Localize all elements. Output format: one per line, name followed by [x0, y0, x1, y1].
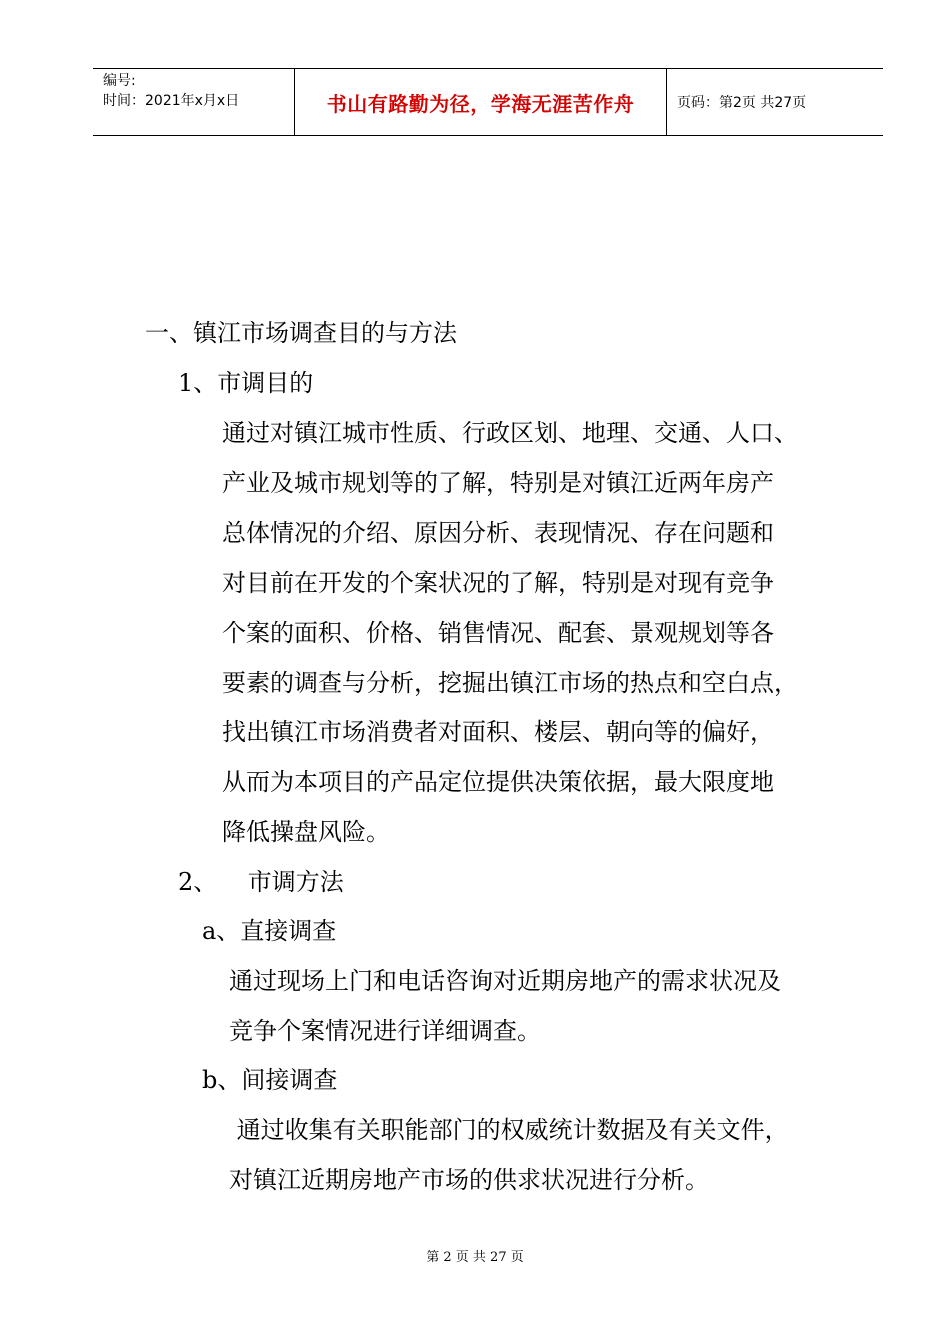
item1-heading: 1、市调目的: [178, 369, 314, 397]
item1-line: 产业及城市规划等的了解，特别是对镇江近两年房产: [222, 469, 774, 497]
document-header: [93, 68, 883, 136]
sub-a-line: 通过现场上门和电话咨询对近期房地产的需求状况及: [229, 967, 781, 995]
sub-b-line: 通过收集有关职能部门的权威统计数据及有关文件，: [229, 1116, 789, 1144]
item1-line: 从而为本项目的产品定位提供决策依据，最大限度地: [222, 768, 774, 796]
sub-b-line: 对镇江近期房地产市场的供求状况进行分析。: [229, 1166, 709, 1194]
header-meta: [93, 69, 295, 135]
number-label: 编号:: [103, 73, 136, 89]
item1-line: 总体情况的介绍、原因分析、表现情况、存在问题和: [222, 519, 774, 547]
header-page-info: 页码：第2页 共27页: [677, 95, 807, 111]
item1-line: 要素的调查与分析，挖掘出镇江市场的热点和空白点，: [222, 669, 798, 697]
header-motto-cell: [295, 69, 667, 135]
item1-line: 找出镇江市场消费者对面积、楼层、朝向等的偏好，: [222, 718, 774, 746]
section-heading: 一、镇江市场调查目的与方法: [145, 319, 457, 347]
footer-page-number: 第 2 页 共 27 页: [426, 1250, 524, 1265]
sub-b-heading: b、间接调查: [202, 1066, 338, 1094]
item1-line: 降低操盘风险。: [222, 818, 390, 846]
item2-heading: 2、 市调方法: [178, 868, 344, 896]
sub-a-heading: a、直接调查: [202, 917, 337, 945]
page-footer: [0, 1246, 950, 1265]
item1-line: 个案的面积、价格、销售情况、配套、景观规划等各: [222, 619, 774, 647]
header-page-info-cell: [667, 69, 883, 135]
item1-line: 通过对镇江城市性质、行政区划、地理、交通、人口、: [222, 419, 798, 447]
item1-line: 对目前在开发的个案状况的了解，特别是对现有竞争: [222, 569, 774, 597]
header-motto: 书山有路勤为径，学海无涯苦作舟: [326, 91, 635, 116]
time-label: 时间：2021年x月x日: [103, 93, 240, 109]
sub-a-line: 竞争个案情况进行详细调查。: [229, 1017, 541, 1045]
